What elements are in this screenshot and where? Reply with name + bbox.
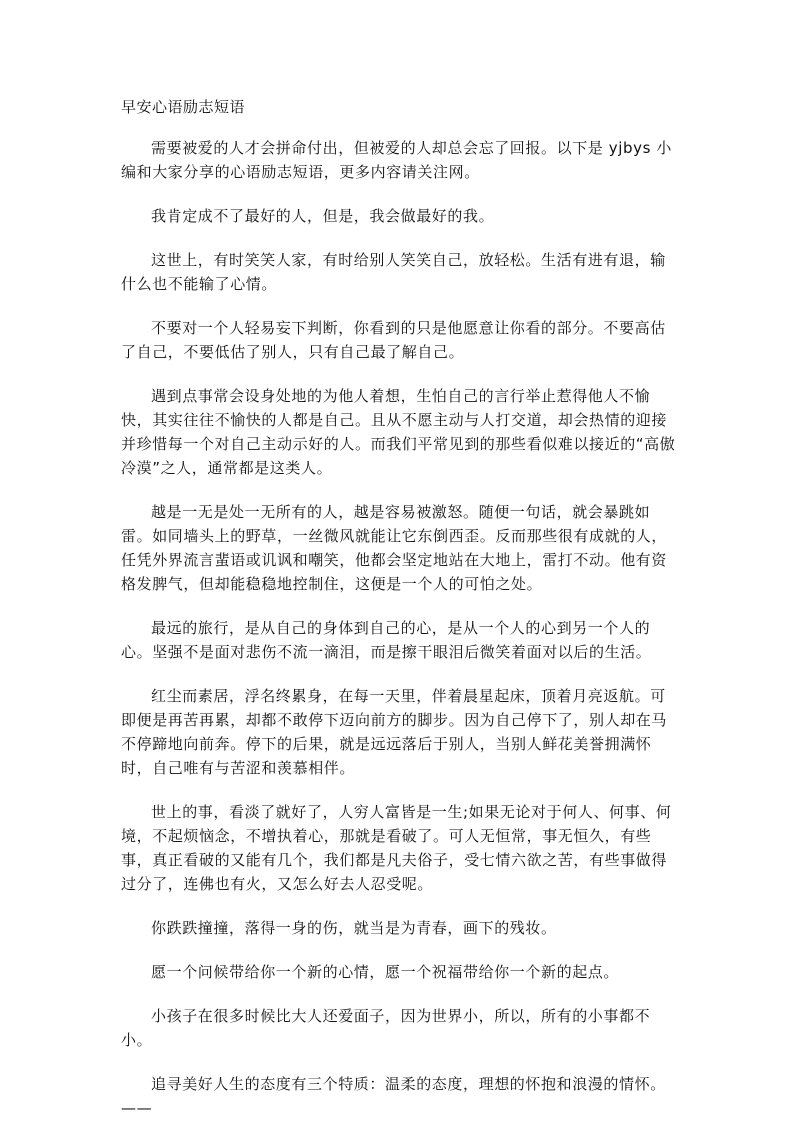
paragraph-5: 遇到点事常会设身处地的为他人着想，生怕自己的言行举止惹得他人不愉快，其实往往不愉快的人都是自己。且从不愿主动与人打交道，却会热情的迎接并珍惜每一个对自己主动示好的人。而我们平常见到的那些看似难以接近的“高傲冷漠”之人，通常都是这类人。 (121, 387, 676, 477)
paragraph-1: 需要被爱的人才会拼命付出，但被爱的人却总会忘了回报。以下是 yjbys 小编和大家分享的心语励志短语，更多内容请关注网。 (121, 139, 672, 181)
paragraph-10: 你跌跌撞撞，落得一身的伤，就当是为青春，画下的残妆。 (151, 919, 557, 937)
paragraph-3: 这世上，有时笑笑人家，有时给别人笑笑自己，放轻松。生活有进有退，输什么也不能输了心情。 (121, 251, 666, 293)
paragraph-13: 追寻美好人生的态度有三个特质：温柔的态度，理想的怀抱和浪漫的情怀。—— (121, 1075, 666, 1117)
paragraph-2: 我肯定成不了最好的人，但是，我会做最好的我。 (151, 207, 495, 225)
paragraph-6: 越是一无是处一无所有的人，越是容易被激怒。随便一句话，就会暴跳如雷。如同墙头上的野草，一丝微风就能让它东倒西歪。反而那些很有成就的人，任凭外界流言蜚语或讥讽和嘲笑，他都会坚定地站在大地上，雷打不动。他有资格发脾气，但却能稳稳地控制住，这便是一个人的可怕之处。 (121, 503, 668, 593)
paragraph-11: 愿一个问候带给你一个新的心情，愿一个祝福带给你一个新的起点。 (151, 963, 620, 981)
paragraph-8: 红尘而素居，浮名终累身，在每一天里，伴着晨星起床，顶着月亮返航。可即便是再苦再累，却都不敢停下迈向前方的脚步。因为自己停下了，别人却在马不停蹄地向前奔。停下的后果，就是远远落后于别人，当别人鲜花美誉拥满怀时，自己唯有与苦涩和羡慕相伴。 (121, 687, 668, 777)
paragraph-7: 最远的旅行，是从自己的身体到自己的心，是从一个人的心到另一个人的心。坚强不是面对悲伤不流一滴泪，而是擦干眼泪后微笑着面对以后的生活。 (121, 619, 652, 661)
document-title: 早安心语励志短语 (121, 98, 246, 116)
paragraph-9: 世上的事，看淡了就好了，人穷人富皆是一生;如果无论对于何人、何事、何境，不起烦恼念，不增执着心，那就是看破了。可人无恒常，事无恒久，有些事，真正看破的又能有几个，我们都是凡夫俗子，受七情六欲之苦，有些事做得过分了，连佛也有火，又怎么好去人忍受呢。 (121, 803, 672, 893)
paragraph-4: 不要对一个人轻易妄下判断，你看到的只是他愿意让你看的部分。不要高估了自己，不要低估了别人，只有自己最了解自己。 (121, 319, 666, 361)
paragraph-12: 小孩子在很多时候比大人还爱面子，因为世界小，所以，所有的小事都不小。 (121, 1007, 651, 1049)
document-body (121, 136, 681, 1140)
